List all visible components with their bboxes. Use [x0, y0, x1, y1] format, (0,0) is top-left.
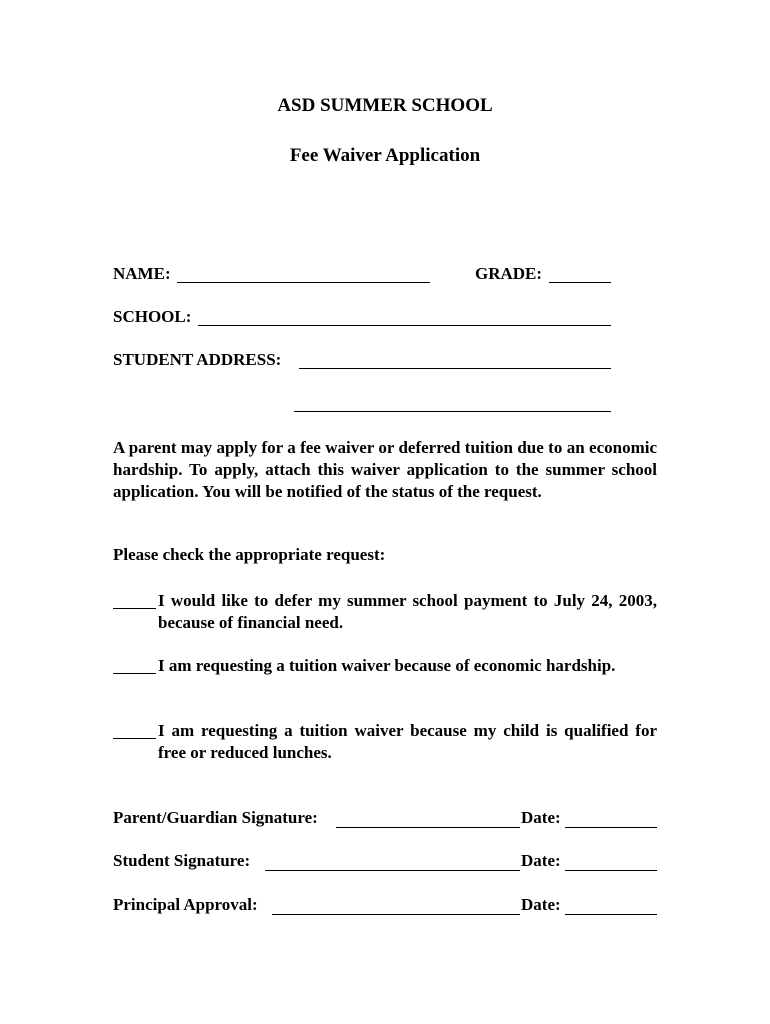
form-subtitle: Fee Waiver Application — [289, 145, 481, 166]
option-checkbox-economic-hardship[interactable] — [113, 673, 156, 674]
student-signature-field[interactable] — [265, 870, 520, 871]
option-checkbox-reduced-lunches[interactable] — [113, 738, 156, 739]
student-date-field[interactable] — [565, 870, 657, 871]
grade-field[interactable] — [549, 282, 611, 283]
student-address-field[interactable] — [299, 368, 611, 369]
school-field[interactable] — [198, 325, 611, 326]
student-date-label: Date: — [521, 851, 561, 870]
instructions-paragraph: A parent may apply for a fee waiver or deferred tuition due to an economic hardship. To apply, attach this waiver application to the summer school application. You will be notified of the status of the request. — [113, 438, 657, 501]
check-prompt: Please check the appropriate request: — [113, 545, 386, 564]
student-address-field-line-2[interactable] — [294, 411, 611, 412]
option-checkbox-defer-payment[interactable] — [113, 608, 156, 609]
name-label: NAME: — [113, 264, 171, 283]
grade-label: GRADE: — [475, 264, 543, 283]
parent-date-label: Date: — [521, 808, 561, 827]
student-address-label: STUDENT ADDRESS: — [113, 350, 282, 369]
name-field[interactable] — [177, 282, 430, 283]
parent-date-field[interactable] — [565, 827, 657, 828]
form-title: ASD SUMMER SCHOOL — [277, 95, 493, 116]
school-label: SCHOOL: — [113, 307, 192, 326]
parent-signature-label: Parent/Guardian Signature: — [113, 808, 318, 827]
principal-approval-field[interactable] — [272, 914, 520, 915]
parent-signature-field[interactable] — [336, 827, 520, 828]
principal-approval-label: Principal Approval: — [113, 895, 258, 914]
option-label-defer-payment: I would like to defer my summer school payment to July 24, 2003, because of financial need. — [158, 591, 657, 632]
student-signature-label: Student Signature: — [113, 851, 251, 870]
option-label-economic-hardship: I am requesting a tuition waiver because of economic hardship. — [158, 656, 616, 675]
principal-date-field[interactable] — [565, 914, 657, 915]
principal-date-label: Date: — [521, 895, 561, 914]
option-label-reduced-lunches: I am requesting a tuition waiver because my child is qualified for free or reduced lunches. — [158, 721, 657, 762]
